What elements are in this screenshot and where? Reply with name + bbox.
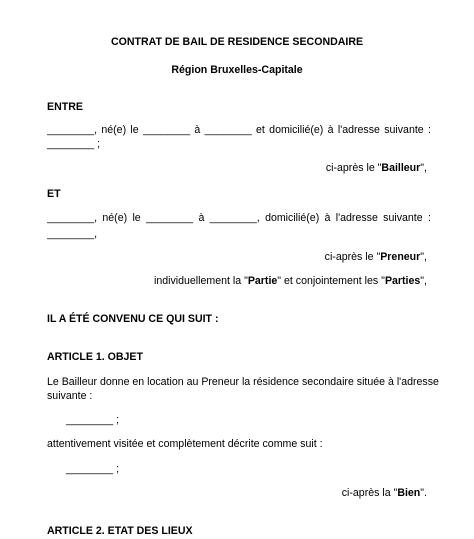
bailleur-term: Bailleur [381,162,421,174]
party1-word: suivante [384,124,424,136]
party2-word: à [198,212,205,224]
party2-line2: ________, [47,228,98,240]
bien-term: Bien [397,487,421,499]
party2-word: domicilié(e) [265,212,320,224]
description-blank: ________ ; [66,463,120,475]
party1-word: et [256,124,265,136]
article1-text-line2: suivante : [47,390,93,402]
party1-line1 [47,124,431,137]
party2-word: l'adresse [335,212,378,224]
bien-designation: ci-après la "Bien". [341,487,427,499]
party1-word: le [130,124,139,136]
document-title: CONTRAT DE BAIL DE RESIDENCE SECONDAIRE [110,36,364,48]
et-heading: ET [47,188,61,200]
partie-term: Partie [247,275,278,287]
party1-word: : [427,124,431,136]
party1-word: à [194,124,201,136]
entre-heading: ENTRE [47,101,83,113]
article1-text-line1: Le Bailleur donne en location au Preneur la résidence secondaire située à l'adresse [47,376,439,388]
article1-title: ARTICLE 1. OBJET [47,351,143,363]
party2-word: ________ [146,212,194,224]
party2-word: né(e) [102,212,128,224]
party2-word: ________, [47,212,98,224]
party1-word: à [327,124,334,136]
party1-line2: ________ ; [47,138,101,150]
party1-word: ________ [204,124,252,136]
party1-word: domicilié(e) [269,124,324,136]
party2-word: le [132,212,141,224]
convenu-heading: IL A ÉTÉ CONVENU CE QUI SUIT : [47,313,219,325]
party2-word: : [427,212,431,224]
visitee-line: attentivement visitée et complètement décrite comme suit : [47,438,323,450]
article2-title: ARTICLE 2. ETAT DES LIEUX [47,525,193,537]
party2-line1 [47,212,431,225]
party1-word: ________, [47,124,98,136]
party2-word: à [324,212,331,224]
region-subtitle: Région Bruxelles-Capitale [171,64,303,76]
party1-word: ________ [142,124,191,136]
address-blank: ________ ; [66,414,120,426]
party2-word: ________, [209,212,260,224]
parties-term: Parties [384,275,421,287]
party2-word: suivante [383,212,423,224]
preneur-designation: ci-après le "Preneur", [324,251,427,263]
preneur-term: Preneur [380,251,421,263]
parties-designation: individuellement la "Partie" et conjointement les "Parties", [153,275,427,287]
party1-word: né(e) [101,124,127,136]
bailleur-designation: ci-après le "Bailleur", [325,162,427,174]
party1-word: l'adresse [337,124,380,136]
